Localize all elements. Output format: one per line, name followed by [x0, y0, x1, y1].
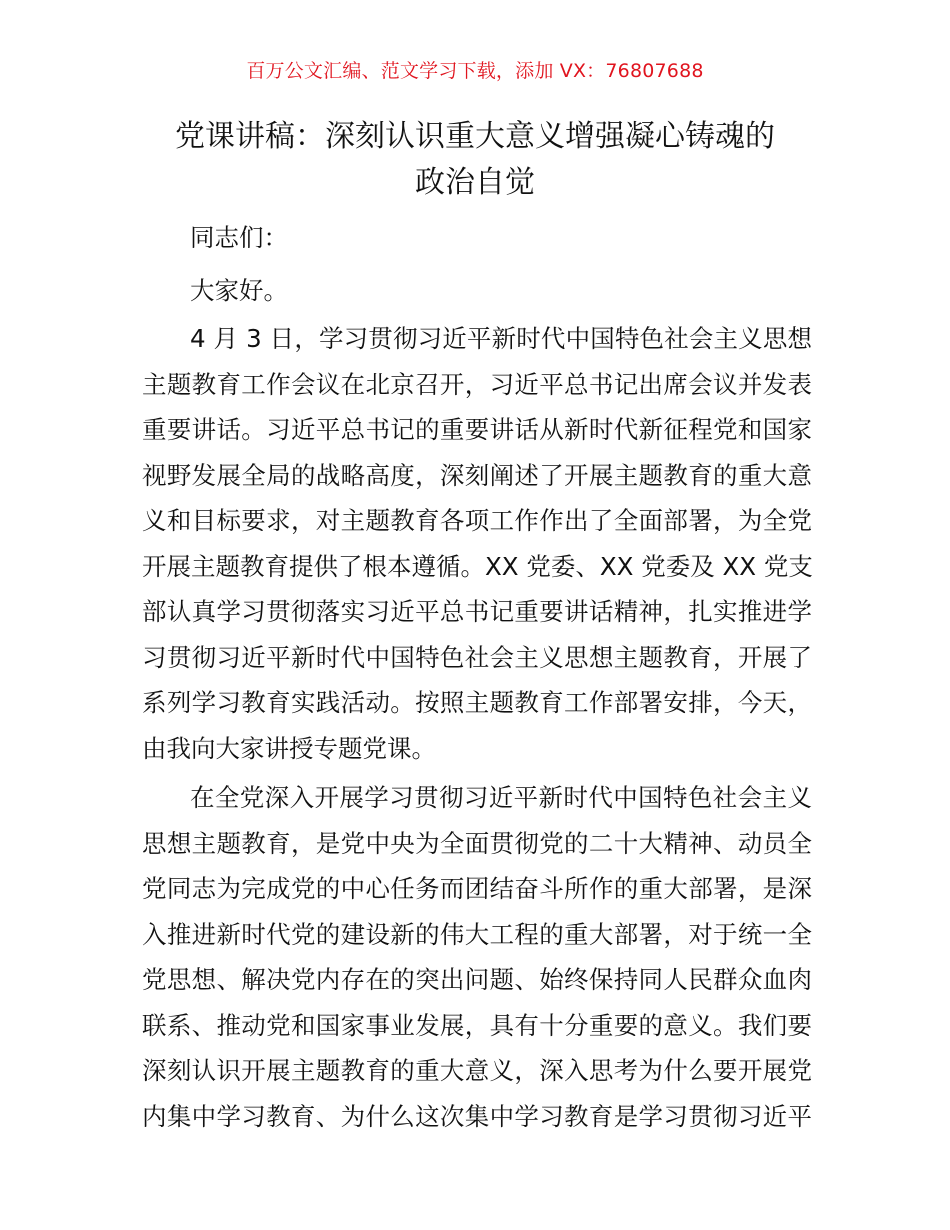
paragraph-1-line: 义和目标要求，对主题教育各项工作作出了全面部署，为全党 [142, 506, 812, 535]
paragraph-1-line: 系列学习教育实践活动。按照主题教育工作部署安排，今天， [142, 688, 812, 717]
paragraph-1-line: 主题教育工作会议在北京召开，习近平总书记出席会议并发表 [142, 370, 812, 399]
paragraph-1-line: 4 月 3 日，学习贯彻习近平新时代中国特色社会主义思想 [190, 324, 812, 353]
paragraph-1-line: 部认真学习贯彻落实习近平总书记重要讲话精神，扎实推进学 [142, 597, 812, 626]
paragraph-2-line: 内集中学习教育、为什么这次集中学习教育是学习贯彻习近平 [142, 1102, 812, 1131]
paragraph-2-line: 党思想、解决党内存在的突出问题、始终保持同人民群众血肉 [142, 965, 812, 994]
paragraph-1-line: 习贯彻习近平新时代中国特色社会主义思想主题教育，开展了 [142, 643, 812, 672]
watermark-header: 百万公文汇编、范文学习下载，添加 VX：76807688 [246, 60, 704, 82]
greeting: 大家好。 [190, 276, 288, 305]
paragraph-1-line: 视野发展全局的战略高度，深刻阐述了开展主题教育的重大意 [142, 461, 812, 490]
document-title [0, 114, 950, 206]
paragraph-1-line: 重要讲话。习近平总书记的重要讲话从新时代新征程党和国家 [142, 415, 812, 444]
paragraph-2-line: 党同志为完成党的中心任务而团结奋斗所作的重大部署，是深 [142, 874, 812, 903]
title-line-1: 党课讲稿：深刻认识重大意义增强凝心铸魂的 [175, 119, 775, 154]
paragraph-2-line: 在全党深入开展学习贯彻习近平新时代中国特色社会主义 [190, 783, 812, 812]
paragraph-2-line: 联系、推动党和国家事业发展，具有十分重要的意义。我们要 [142, 1011, 812, 1040]
paragraph-2-line: 思想主题教育，是党中央为全面贯彻党的二十大精神、动员全 [142, 829, 812, 858]
salutation: 同志们： [190, 223, 288, 252]
paragraph-2-line: 深刻认识开展主题教育的重大意义，深入思考为什么要开展党 [142, 1056, 812, 1085]
title-line-2: 政治自觉 [415, 165, 535, 200]
paragraph-1-line: 开展主题教育提供了根本遵循。XX 党委、XX 党委及 XX 党支 [142, 552, 813, 581]
paragraph-1-line: 由我向大家讲授专题党课。 [142, 734, 436, 763]
paragraph-2-line: 入推进新时代党的建设新的伟大工程的重大部署，对于统一全 [142, 920, 812, 949]
